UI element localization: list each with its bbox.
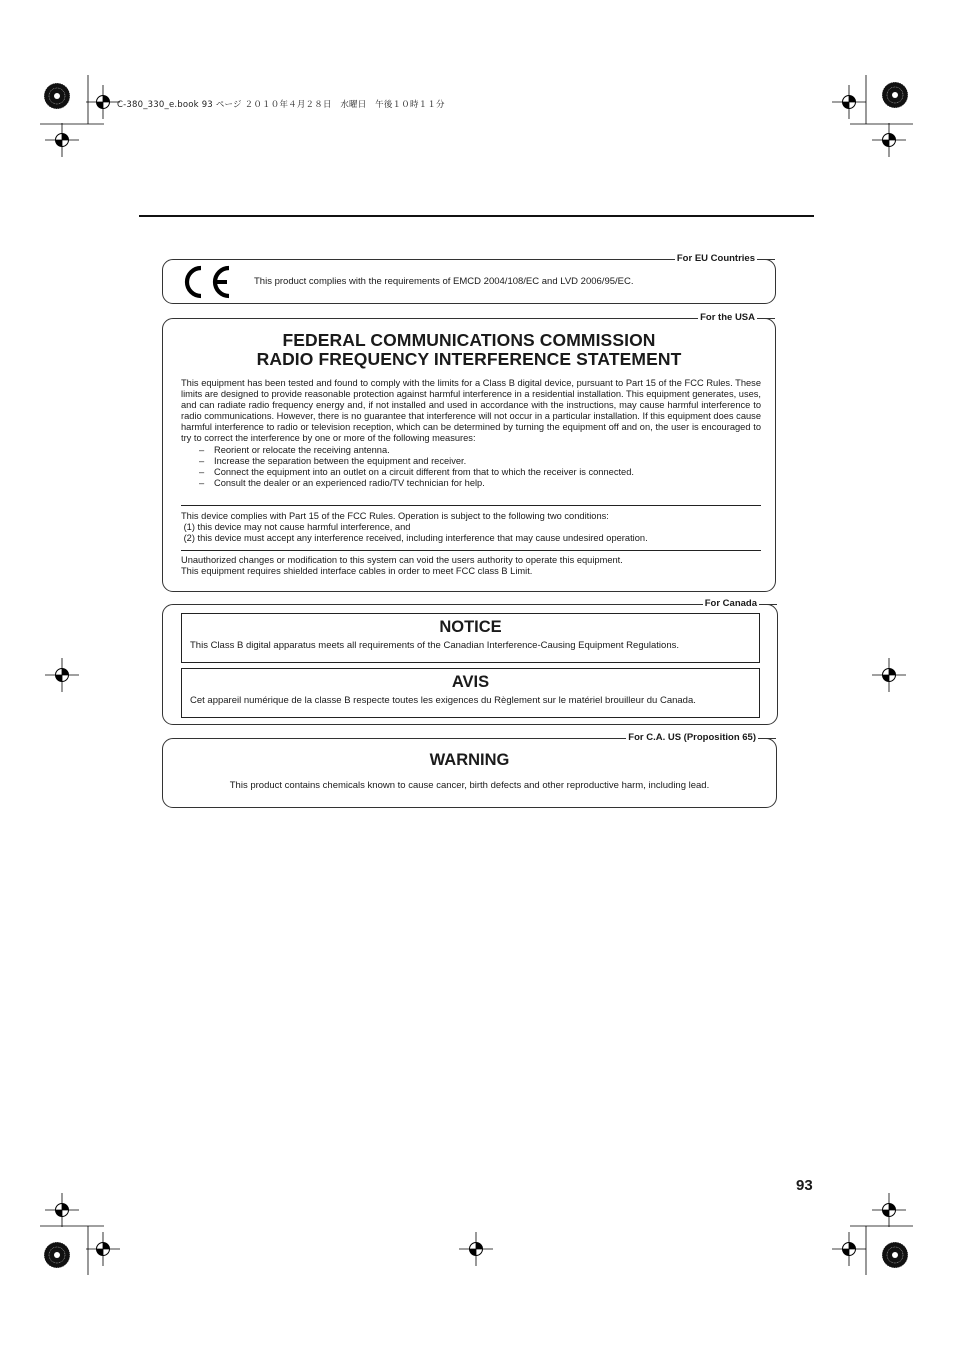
fcc-intro [181,378,761,489]
warning-text: This product contains chemicals known to cause cancer, birth defects and other reproductive harm, including lead. [229,780,710,791]
measure-item: – Reorient or relocate the receiving antenna. [181,445,761,456]
measure-item: – Increase the separation between the equipment and receiver. [181,456,761,467]
measure-item: – Connect the equipment into an outlet on a circuit different from that to which the receiver is connected. [181,467,761,478]
page-number: 93 [796,1177,813,1194]
fcc-title-line1: FEDERAL COMMUNICATIONS COMMISSION [282,330,656,350]
part15-line: This device complies with Part 15 of the FCC Rules. Operation is subject to the following two conditions: [181,511,609,521]
warning-title: WARNING [429,751,510,769]
measure-item: – Consult the dealer or an experienced radio/TV technician for help. [181,478,761,489]
fcc-title [163,331,775,369]
condition-1: (1) this device may not cause harmful interference, and [181,522,411,533]
avis-title: AVIS [451,673,490,691]
avis-text: Cet appareil numérique de la classe B respecte toutes les exigences du Règlement sur le matériel brouilleur du Canada. [190,695,696,706]
fcc-measures-list [181,445,761,489]
canada-box [162,598,778,725]
usa-tag: For the USA [700,312,755,323]
ce-mark-icon [179,264,233,300]
divider [181,505,761,506]
unauthorized-line: Unauthorized changes or modification to this system can void the users authority to operate this equipment. [181,555,623,565]
notice-text: This Class B digital apparatus meets all requirements of the Canadian Interference-Causing Equipment Regulations. [190,640,679,651]
book-file-header: C-380_330_e.book 93 ページ ２０１０年４月２８日 水曜日 午後１０時１１分 [117,100,445,110]
condition-2: (2) this device must accept any interference received, including interference that may cause undesired operation. [181,533,648,544]
avis-box [181,668,760,718]
canada-tag: For Canada [704,598,757,609]
eu-statement: This product complies with the requirements of EMCD 2004/108/EC and LVD 2006/95/EC. [254,276,634,287]
divider [181,550,761,551]
fcc-title-line2: RADIO FREQUENCY INTERFERENCE STATEMENT [256,349,682,369]
prop65-warning-box [162,732,777,808]
fcc-part15 [181,511,761,544]
top-rule [139,215,814,217]
usa-fcc-box [162,312,776,592]
fcc-intro-text: This equipment has been tested and found to comply with the limits for a Class B digital device, pursuant to Part 15 of the FCC Rules. These limits are designed to provide reasonable protection against harmful interference in a residential installation. This equipment generates, uses, and can radiate radio frequency energy and, if not installed and used in accordance with the instructions, may cause harmful interference to radio communications. However, there is no guarantee that interference will not occur in a particular installation. If this equipment does cause harmful interference to radio or television reception, which can be determined by turning the equipment off and on, the user is encouraged to try to correct the interference by one or more of the following measures: [181,378,761,444]
notice-box [181,613,760,663]
eu-tag: For EU Countries [676,253,755,264]
eu-compliance-box [162,253,776,304]
fcc-modification [181,555,761,577]
shielded-line: This equipment requires shielded interface cables in order to meet FCC class B Limit. [181,566,533,577]
prop65-tag: For C.A. US (Proposition 65) [628,732,756,743]
notice-title: NOTICE [439,618,502,636]
